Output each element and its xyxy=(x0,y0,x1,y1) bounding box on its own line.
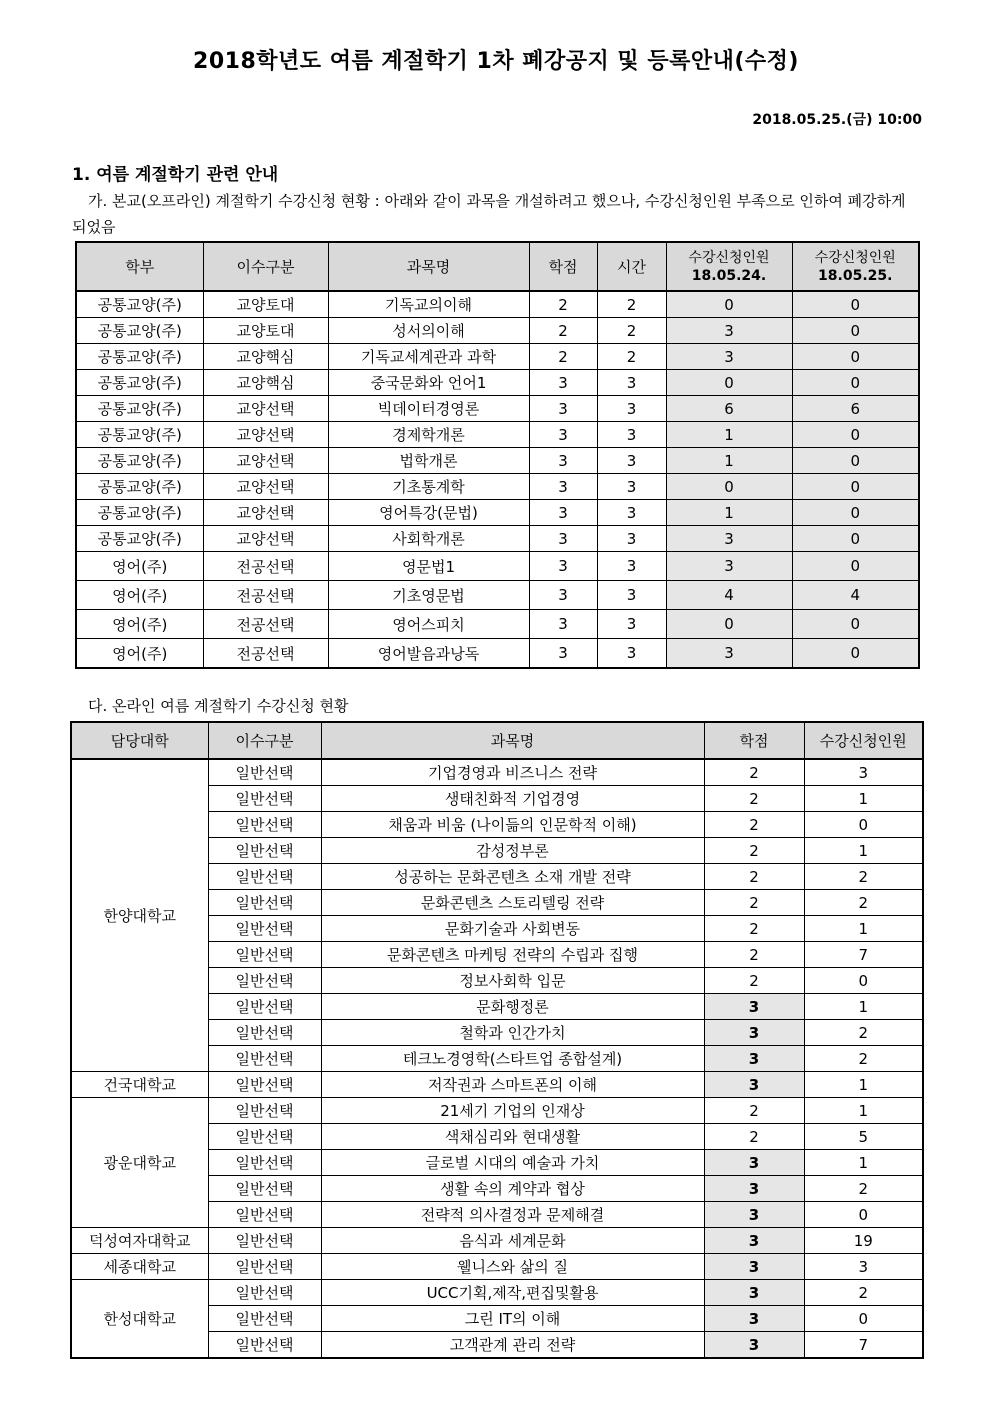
table-header-row xyxy=(71,722,923,759)
enroll-0524-cell: 1 xyxy=(666,448,792,474)
type-cell: 교양선택 xyxy=(203,474,328,500)
notice-date: 2018.05.25.(금) 10:00 xyxy=(752,112,922,128)
enroll-cell: 0 xyxy=(804,1306,923,1332)
dept-cell: 영어(주) xyxy=(76,610,203,639)
table-row xyxy=(76,500,919,526)
enroll-0524-cell: 0 xyxy=(666,370,792,396)
enroll-cell: 1 xyxy=(804,994,923,1020)
enroll-0525-cell: 0 xyxy=(792,370,919,396)
university-cell: 광운대학교 xyxy=(71,1098,208,1228)
online-courses-table xyxy=(70,721,924,1359)
course-cell: 글로벌 시대의 예술과 가치 xyxy=(321,1150,704,1176)
course-cell: 생태친화적 기업경영 xyxy=(321,786,704,812)
credit-cell: 3 xyxy=(704,994,804,1020)
enroll-0525-cell: 6 xyxy=(792,396,919,422)
credit-cell: 3 xyxy=(704,1176,804,1202)
type-cell: 전공선택 xyxy=(203,552,328,581)
course-cell: 음식과 세계문화 xyxy=(321,1228,704,1254)
course-cell: 웰니스와 삶의 질 xyxy=(321,1254,704,1280)
enroll-0524-cell: 1 xyxy=(666,500,792,526)
type-cell: 일반선택 xyxy=(208,786,321,812)
enroll-cell: 5 xyxy=(804,1124,923,1150)
hours-cell: 3 xyxy=(597,639,666,669)
section-paragraph xyxy=(72,188,924,240)
course-cell: 기독교의이해 xyxy=(328,291,529,318)
enroll-0524-cell: 6 xyxy=(666,396,792,422)
header-dept: 학부 xyxy=(76,242,203,291)
course-cell: 생활 속의 계약과 협상 xyxy=(321,1176,704,1202)
header-enroll-date: 18.05.24. xyxy=(691,267,767,284)
type-cell: 일반선택 xyxy=(208,838,321,864)
type-cell: 일반선택 xyxy=(208,916,321,942)
credit-cell: 3 xyxy=(704,1020,804,1046)
header-hours: 시간 xyxy=(597,242,666,291)
type-cell: 교양핵심 xyxy=(203,370,328,396)
table-row xyxy=(76,344,919,370)
section-heading: 1. 여름 계절학기 관련 안내 xyxy=(72,165,279,185)
table-row xyxy=(71,1280,923,1306)
course-cell: 성공하는 문화콘텐츠 소재 개발 전략 xyxy=(321,864,704,890)
credit-cell: 2 xyxy=(704,916,804,942)
table-row xyxy=(76,422,919,448)
type-cell: 일반선택 xyxy=(208,1254,321,1280)
enroll-0524-cell: 3 xyxy=(666,318,792,344)
enroll-0525-cell: 0 xyxy=(792,526,919,552)
hours-cell: 3 xyxy=(597,474,666,500)
dept-cell: 공통교양(주) xyxy=(76,291,203,318)
type-cell: 교양핵심 xyxy=(203,344,328,370)
enroll-0525-cell: 0 xyxy=(792,639,919,669)
enroll-cell: 1 xyxy=(804,786,923,812)
table-row xyxy=(76,610,919,639)
credit-cell: 3 xyxy=(704,1254,804,1280)
type-cell: 일반선택 xyxy=(208,1072,321,1098)
dept-cell: 공통교양(주) xyxy=(76,500,203,526)
course-cell: UCC기획,제작,편집및활용 xyxy=(321,1280,704,1306)
course-cell: 철학과 인간가치 xyxy=(321,1020,704,1046)
type-cell: 교양선택 xyxy=(203,422,328,448)
header-enroll: 수강신청인원 xyxy=(804,722,923,759)
hours-cell: 3 xyxy=(597,581,666,610)
enroll-0525-cell: 0 xyxy=(792,344,919,370)
dept-cell: 공통교양(주) xyxy=(76,318,203,344)
enroll-cell: 2 xyxy=(804,1280,923,1306)
hours-cell: 2 xyxy=(597,291,666,318)
type-cell: 일반선택 xyxy=(208,812,321,838)
type-cell: 일반선택 xyxy=(208,942,321,968)
header-course: 과목명 xyxy=(328,242,529,291)
credit-cell: 2 xyxy=(529,291,597,318)
enroll-0524-cell: 0 xyxy=(666,291,792,318)
header-enroll-0525 xyxy=(792,242,919,291)
course-cell: 성서의이해 xyxy=(328,318,529,344)
header-enroll-date: 18.05.25. xyxy=(818,267,893,284)
type-cell: 일반선택 xyxy=(208,864,321,890)
credit-cell: 2 xyxy=(529,318,597,344)
type-cell: 교양선택 xyxy=(203,500,328,526)
enroll-cell: 1 xyxy=(804,1150,923,1176)
header-course: 과목명 xyxy=(321,722,704,759)
table-row xyxy=(76,639,919,669)
header-enroll-label: 수강신청인원 xyxy=(688,249,770,266)
course-cell: 문화콘텐츠 마케팅 전략의 수립과 집행 xyxy=(321,942,704,968)
course-cell: 그린 IT의 이해 xyxy=(321,1306,704,1332)
course-cell: 기독교세계관과 과학 xyxy=(328,344,529,370)
paragraph-text: 가. 본교(오프라인) 계절학기 수강신청 현황 : 아래와 같이 과목을 개설하려고 했으나, 수강신청인원 부족으로 인하여 폐강하게 되었음 xyxy=(72,192,906,236)
enroll-cell: 7 xyxy=(804,1332,923,1359)
header-enroll-0524 xyxy=(666,242,792,291)
hours-cell: 3 xyxy=(597,526,666,552)
university-cell: 세종대학교 xyxy=(71,1254,208,1280)
enroll-cell: 0 xyxy=(804,968,923,994)
enroll-0525-cell: 4 xyxy=(792,581,919,610)
enroll-0524-cell: 0 xyxy=(666,610,792,639)
enroll-0525-cell: 0 xyxy=(792,422,919,448)
type-cell: 일반선택 xyxy=(208,1124,321,1150)
enroll-0525-cell: 0 xyxy=(792,552,919,581)
credit-cell: 3 xyxy=(529,422,597,448)
university-cell: 한성대학교 xyxy=(71,1280,208,1359)
enroll-0525-cell: 0 xyxy=(792,610,919,639)
type-cell: 전공선택 xyxy=(203,610,328,639)
type-cell: 일반선택 xyxy=(208,1176,321,1202)
credit-cell: 3 xyxy=(704,1332,804,1359)
course-cell: 저작권과 스마트폰의 이해 xyxy=(321,1072,704,1098)
enroll-cell: 2 xyxy=(804,890,923,916)
enroll-0524-cell: 3 xyxy=(666,526,792,552)
course-cell: 영어스피치 xyxy=(328,610,529,639)
university-cell: 한양대학교 xyxy=(71,759,208,1072)
course-cell: 기초통계학 xyxy=(328,474,529,500)
enroll-0524-cell: 4 xyxy=(666,581,792,610)
university-cell: 덕성여자대학교 xyxy=(71,1228,208,1254)
course-cell: 채움과 비움 (나이듦의 인문학적 이해) xyxy=(321,812,704,838)
credit-cell: 3 xyxy=(704,1228,804,1254)
header-credit: 학점 xyxy=(704,722,804,759)
type-cell: 일반선택 xyxy=(208,1202,321,1228)
table-row xyxy=(76,318,919,344)
type-cell: 일반선택 xyxy=(208,994,321,1020)
type-cell: 일반선택 xyxy=(208,968,321,994)
credit-cell: 3 xyxy=(529,526,597,552)
type-cell: 일반선택 xyxy=(208,1098,321,1124)
university-cell: 건국대학교 xyxy=(71,1072,208,1098)
hours-cell: 3 xyxy=(597,610,666,639)
enroll-0525-cell: 0 xyxy=(792,448,919,474)
credit-cell: 3 xyxy=(704,1306,804,1332)
credit-cell: 3 xyxy=(529,370,597,396)
type-cell: 교양토대 xyxy=(203,291,328,318)
credit-cell: 2 xyxy=(529,344,597,370)
table-row xyxy=(71,1228,923,1254)
course-cell: 21세기 기업의 인재상 xyxy=(321,1098,704,1124)
dept-cell: 공통교양(주) xyxy=(76,526,203,552)
course-cell: 경제학개론 xyxy=(328,422,529,448)
enroll-0524-cell: 3 xyxy=(666,552,792,581)
enroll-cell: 1 xyxy=(804,1072,923,1098)
enroll-cell: 1 xyxy=(804,1098,923,1124)
enroll-cell: 7 xyxy=(804,942,923,968)
course-cell: 색채심리와 현대생활 xyxy=(321,1124,704,1150)
course-cell: 문화행정론 xyxy=(321,994,704,1020)
course-cell: 문화기술과 사회변동 xyxy=(321,916,704,942)
credit-cell: 3 xyxy=(529,639,597,669)
hours-cell: 3 xyxy=(597,396,666,422)
enroll-0525-cell: 0 xyxy=(792,318,919,344)
enroll-0525-cell: 0 xyxy=(792,291,919,318)
course-cell: 빅데이터경영론 xyxy=(328,396,529,422)
credit-cell: 3 xyxy=(704,1280,804,1306)
course-cell: 기초영문법 xyxy=(328,581,529,610)
table-row xyxy=(76,552,919,581)
enroll-cell: 2 xyxy=(804,864,923,890)
table-row xyxy=(76,526,919,552)
enroll-0525-cell: 0 xyxy=(792,474,919,500)
course-cell: 법학개론 xyxy=(328,448,529,474)
enroll-cell: 2 xyxy=(804,1046,923,1072)
credit-cell: 2 xyxy=(704,812,804,838)
credit-cell: 3 xyxy=(529,552,597,581)
table-row xyxy=(76,448,919,474)
hours-cell: 3 xyxy=(597,448,666,474)
hours-cell: 2 xyxy=(597,318,666,344)
type-cell: 일반선택 xyxy=(208,1280,321,1306)
dept-cell: 공통교양(주) xyxy=(76,474,203,500)
table-row xyxy=(76,396,919,422)
credit-cell: 3 xyxy=(704,1072,804,1098)
credit-cell: 3 xyxy=(529,474,597,500)
document-title: 2018학년도 여름 계절학기 1차 폐강공지 및 등록안내(수정) xyxy=(193,49,799,74)
type-cell: 일반선택 xyxy=(208,1306,321,1332)
type-cell: 일반선택 xyxy=(208,890,321,916)
type-cell: 교양선택 xyxy=(203,448,328,474)
hours-cell: 3 xyxy=(597,422,666,448)
table-row xyxy=(71,1254,923,1280)
course-cell: 영어발음과낭독 xyxy=(328,639,529,669)
course-cell: 감성정부론 xyxy=(321,838,704,864)
enroll-0524-cell: 3 xyxy=(666,639,792,669)
course-cell: 기업경영과 비즈니스 전략 xyxy=(321,759,704,786)
credit-cell: 3 xyxy=(529,610,597,639)
table-row xyxy=(76,581,919,610)
dept-cell: 영어(주) xyxy=(76,639,203,669)
type-cell: 전공선택 xyxy=(203,639,328,669)
table-row xyxy=(76,474,919,500)
credit-cell: 3 xyxy=(529,396,597,422)
credit-cell: 2 xyxy=(704,838,804,864)
table-row xyxy=(71,1098,923,1124)
header-univ: 담당대학 xyxy=(71,722,208,759)
type-cell: 일반선택 xyxy=(208,1150,321,1176)
course-cell: 전략적 의사결정과 문제해결 xyxy=(321,1202,704,1228)
enroll-cell: 2 xyxy=(804,1176,923,1202)
course-cell: 정보사회학 입문 xyxy=(321,968,704,994)
credit-cell: 2 xyxy=(704,1124,804,1150)
enroll-cell: 1 xyxy=(804,916,923,942)
dept-cell: 영어(주) xyxy=(76,581,203,610)
dept-cell: 공통교양(주) xyxy=(76,448,203,474)
header-type: 이수구분 xyxy=(203,242,328,291)
credit-cell: 2 xyxy=(704,1098,804,1124)
course-cell: 영어특강(문법) xyxy=(328,500,529,526)
enroll-cell: 0 xyxy=(804,1202,923,1228)
table-row xyxy=(76,370,919,396)
course-cell: 중국문화와 언어1 xyxy=(328,370,529,396)
enroll-cell: 0 xyxy=(804,812,923,838)
enroll-0524-cell: 0 xyxy=(666,474,792,500)
type-cell: 일반선택 xyxy=(208,1046,321,1072)
credit-cell: 2 xyxy=(704,759,804,786)
dept-cell: 공통교양(주) xyxy=(76,370,203,396)
table-header-row xyxy=(76,242,919,291)
credit-cell: 2 xyxy=(704,786,804,812)
type-cell: 일반선택 xyxy=(208,1332,321,1359)
type-cell: 교양토대 xyxy=(203,318,328,344)
header-enroll-label: 수강신청인원 xyxy=(814,249,896,266)
enroll-cell: 19 xyxy=(804,1228,923,1254)
credit-cell: 3 xyxy=(529,581,597,610)
cancelled-courses-table xyxy=(75,241,920,669)
course-cell: 영문법1 xyxy=(328,552,529,581)
enroll-0524-cell: 1 xyxy=(666,422,792,448)
dept-cell: 공통교양(주) xyxy=(76,396,203,422)
course-cell: 문화콘텐츠 스토리텔링 전략 xyxy=(321,890,704,916)
credit-cell: 2 xyxy=(704,864,804,890)
hours-cell: 2 xyxy=(597,344,666,370)
enroll-cell: 1 xyxy=(804,838,923,864)
header-credit: 학점 xyxy=(529,242,597,291)
hours-cell: 3 xyxy=(597,370,666,396)
credit-cell: 2 xyxy=(704,942,804,968)
type-cell: 교양선택 xyxy=(203,396,328,422)
enroll-0525-cell: 0 xyxy=(792,500,919,526)
dept-cell: 공통교양(주) xyxy=(76,422,203,448)
table-row xyxy=(71,759,923,786)
type-cell: 일반선택 xyxy=(208,1020,321,1046)
enroll-0524-cell: 3 xyxy=(666,344,792,370)
course-cell: 테크노경영학(스타트업 종합설계) xyxy=(321,1046,704,1072)
course-cell: 고객관계 관리 전략 xyxy=(321,1332,704,1359)
credit-cell: 3 xyxy=(529,448,597,474)
course-cell: 사회학개론 xyxy=(328,526,529,552)
credit-cell: 3 xyxy=(704,1202,804,1228)
dept-cell: 영어(주) xyxy=(76,552,203,581)
credit-cell: 3 xyxy=(704,1150,804,1176)
header-type: 이수구분 xyxy=(208,722,321,759)
credit-cell: 3 xyxy=(529,500,597,526)
type-cell: 일반선택 xyxy=(208,1228,321,1254)
enroll-cell: 3 xyxy=(804,1254,923,1280)
dept-cell: 공통교양(주) xyxy=(76,344,203,370)
credit-cell: 2 xyxy=(704,968,804,994)
hours-cell: 3 xyxy=(597,552,666,581)
type-cell: 교양선택 xyxy=(203,526,328,552)
type-cell: 일반선택 xyxy=(208,759,321,786)
credit-cell: 2 xyxy=(704,890,804,916)
type-cell: 전공선택 xyxy=(203,581,328,610)
hours-cell: 3 xyxy=(597,500,666,526)
credit-cell: 3 xyxy=(704,1046,804,1072)
table-row xyxy=(76,291,919,318)
table-row xyxy=(71,1072,923,1098)
enroll-cell: 3 xyxy=(804,759,923,786)
subsection-heading: 다. 온라인 여름 계절학기 수강신청 현황 xyxy=(88,697,349,715)
enroll-cell: 2 xyxy=(804,1020,923,1046)
